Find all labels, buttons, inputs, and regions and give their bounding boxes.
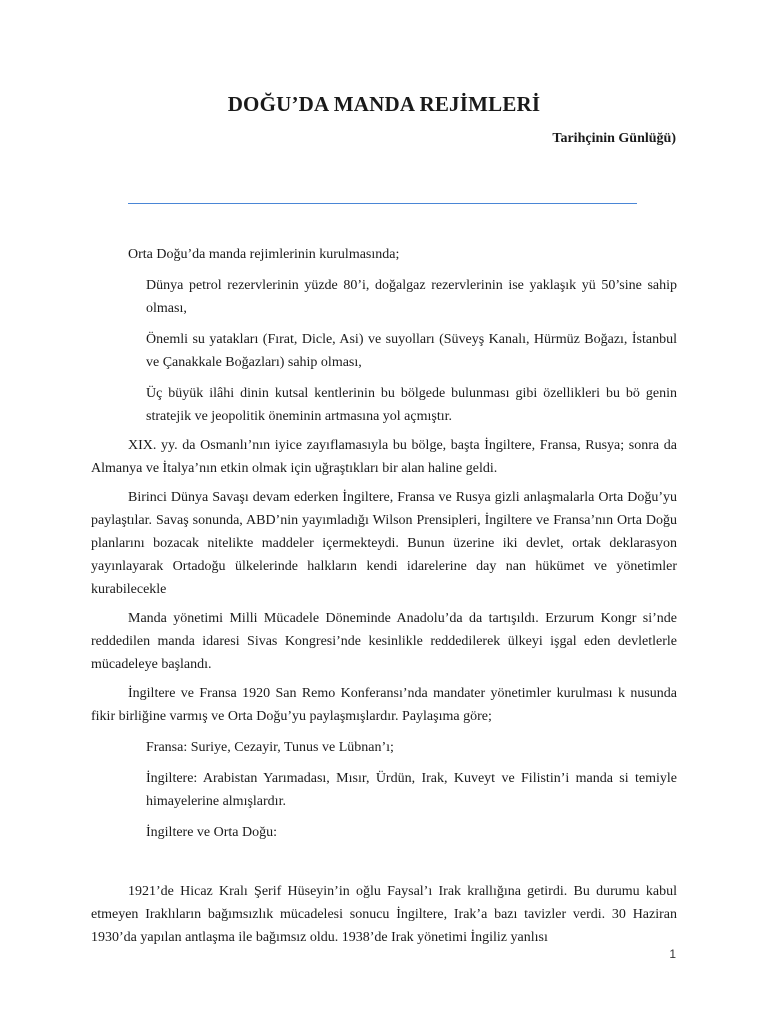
paragraph: 1921’de Hicaz Kralı Şerif Hüseyin’in oğlu Faysal’ı Irak krallığına getirdi. Bu durumu kabul etmeyen Iraklıların bağımsızlık mücadelesi sonucu İngiltere, Irak’a bazı tavizler verdi. 30 Haziran 1930’da yapılan antlaşma ile bağımsız oldu. 1938’de Irak yönetimi İngiliz yanlısı [91,884,677,945]
list-item: Önemli su yatakları (Fırat, Dicle, Asi) ve suyolları (Süveyş Kanalı, Hürmüz Boğazı, İstanbul ve Çanakkale Boğazları) sahip olması, [146,332,677,370]
document-body [91,243,677,951]
paragraph: Birinci Dünya Savaşı devam ederken İngiltere, Fransa ve Rusya gizli anlaşmalarla Orta Doğu’yu paylaştılar. Savaş sonunda, ABD’nin yayımladığı Wilson Prensipleri, İngiltere ve Fransa’nın Orta Doğu planlarını bozacak nitelikte maddeler içermekteydi. Bunun üzerine iki devlet, ortak deklarasyon yayınlayarak Ortadoğu ülkelerinde halkların kendi idarelerine day nan hükümet ve yönetimler kurabilecekle [91,490,677,597]
document-title: DOĞU’DA MANDA REJİMLERİ [227,92,541,116]
list-item: İngiltere: Arabistan Yarımadası, Mısır, Ürdün, Irak, Kuveyt ve Filistin’i manda si temiyle himayelerine almışlardır. [146,771,677,809]
paragraph: İngiltere ve Fransa 1920 San Remo Konferansı’nda mandater yönetimler kurulması k nusunda fikir birliğine varmış ve Orta Doğu’yu paylaşmışlardır. Paylaşıma göre; [91,686,677,724]
intro-paragraph: Orta Doğu’da manda rejimlerinin kurulmasında; [128,247,400,262]
paragraph: XIX. yy. da Osmanlı’nın iyice zayıflamasıyla bu bölge, başta İngiltere, Fransa, Rusya; sonra da Almanya ve İtalya’nın etkin olmak için uğraştıkları bir alan haline geldi. [91,438,677,476]
horizontal-rule [128,203,637,204]
page-number: 1 [669,947,676,961]
list-item: İngiltere ve Orta Doğu: [146,825,278,840]
list-item: Dünya petrol rezervlerinin yüzde 80’i, doğalgaz rezervlerinin ise yaklaşık yü 50’sine sahip olması, [146,278,677,316]
paragraph: Manda yönetimi Milli Mücadele Döneminde Anadolu’da da tartışıldı. Erzurum Kongr si’nde reddedilen manda idaresi Sivas Kongresi’nde kesinlikle reddedilerek ülkeyi işgal eden devletlerle mücadeleye başlandı. [91,611,677,672]
list-item: Üç büyük ilâhi dinin kutsal kentlerinin bu bölgede bulunması gibi özellikleri bu bö genin stratejik ve jeopolitik öneminin artmasına yol açmıştır. [146,386,677,424]
list-item: Fransa: Suriye, Cezayir, Tunus ve Lübnan’ı; [146,740,394,755]
document-subtitle: Tarihçinin Günlüğü) [552,131,676,146]
spacer [91,846,677,880]
